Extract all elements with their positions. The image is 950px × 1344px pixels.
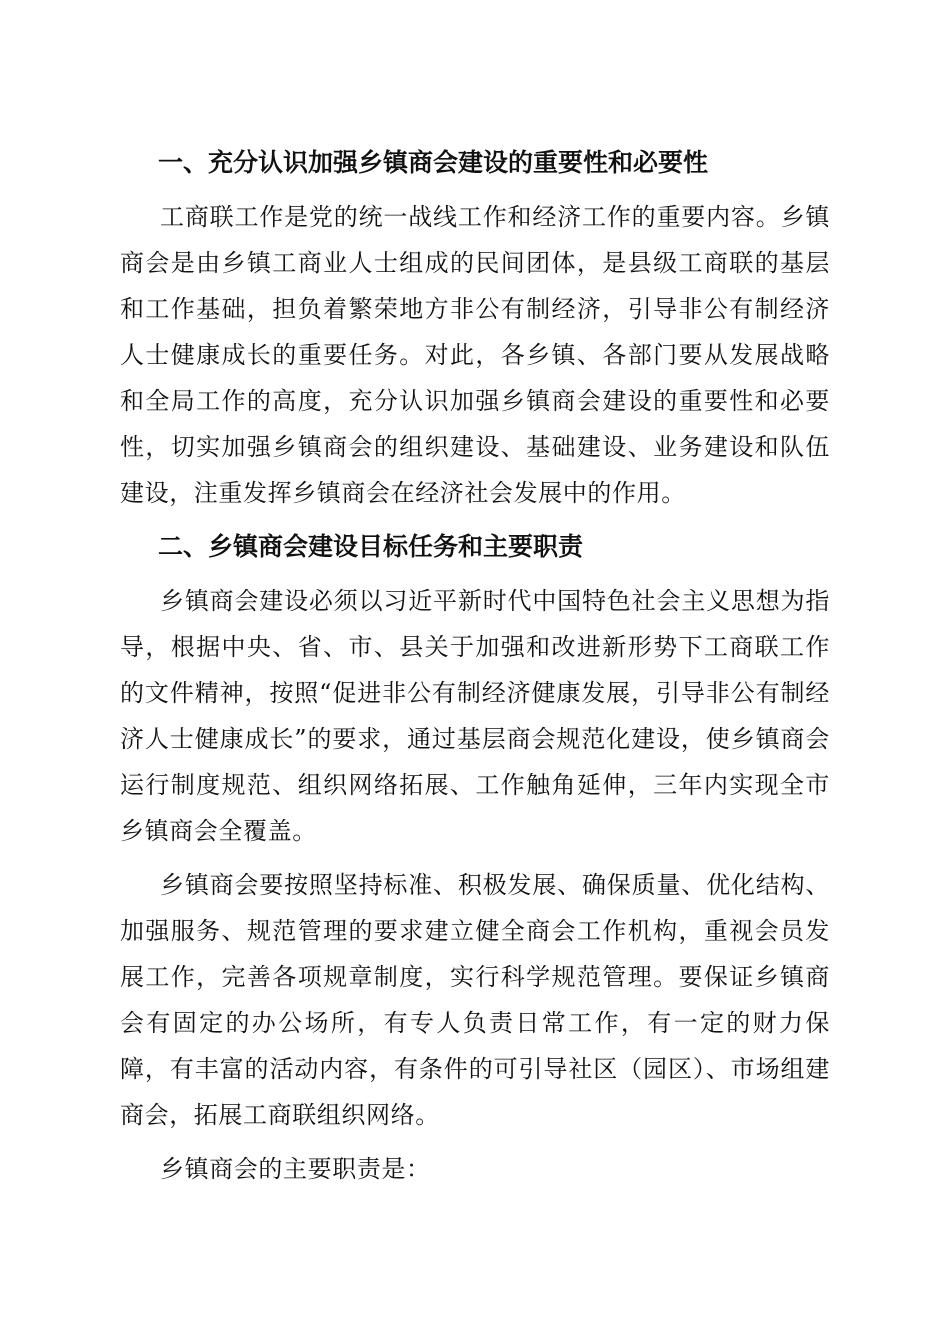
section-2-paragraph-2: 乡镇商会要按照坚持标准、积极发展、确保质量、优化结构、加强服务、规范管理的要求建立健全商会工作机构，重视会员发展工作，完善各项规章制度，实行科学规范管理。要保证乡镇商会有固定的办公场所，有专人负责日常工作，有一定的财力保障，有丰富的活动内容，有条件的可引导社区（园区）、市场组建商会，拓展工商联组织网络。 (120, 871, 830, 1129)
section-1-paragraph-1: 工商联工作是党的统一战线工作和经济工作的重要内容。乡镇商会是由乡镇工商业人士组成的民间团体，是县级工商联的基层和工作基础，担负着繁荣地方非公有制经济，引导非公有制经济人士健康成长的重要任务。对此，各乡镇、各部门要从发展战略和全局工作的高度，充分认识加强乡镇商会建设的重要性和必要性，切实加强乡镇商会的组织建设、基础建设、业务建设和队伍建设，注重发挥乡镇商会在经济社会发展中的作用。 (120, 203, 830, 507)
section-2-paragraph-1: 乡镇商会建设必须以习近平新时代中国特色社会主义思想为指导，根据中央、省、市、县关于加强和改进新形势下工商联工作的文件精神，按照“促进非公有制经济健康发展，引导非公有制经济人士健康成长”的要求，通过基层商会规范化建设，使乡镇商会运行制度规范、组织网络拓展、工作触角延伸，三年内实现全市乡镇商会全覆盖。 (120, 587, 830, 845)
section-2-paragraph-3: 乡镇商会的主要职责是： (160, 1155, 431, 1183)
section-heading-2: 二、乡镇商会建设目标任务和主要职责 (158, 532, 584, 561)
document-body (120, 140, 830, 1192)
section-heading-1: 一、充分认识加强乡镇商会建设的重要性和必要性 (158, 148, 709, 177)
